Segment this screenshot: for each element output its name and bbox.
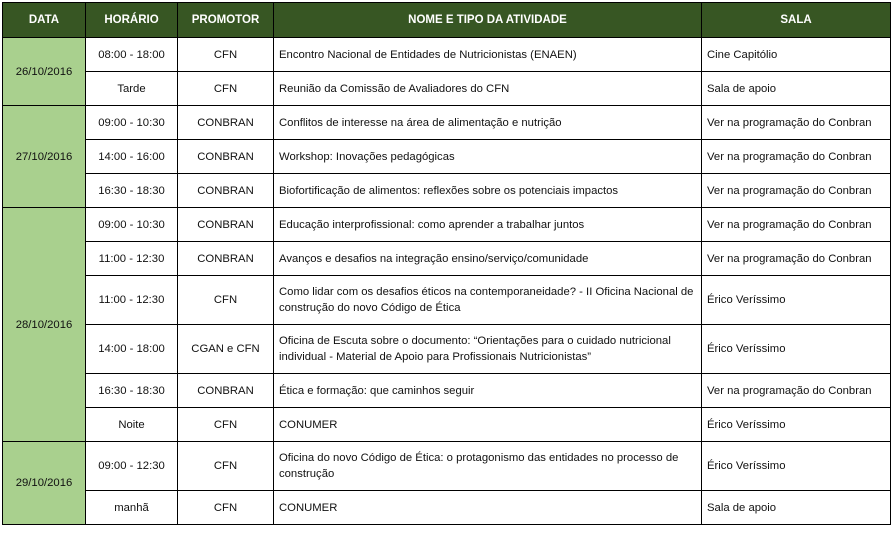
table-row bbox=[3, 106, 891, 140]
room-cell: Ver na programação do Conbran bbox=[702, 174, 891, 208]
time-cell: 16:30 - 18:30 bbox=[86, 374, 178, 408]
room-cell: Érico Veríssimo bbox=[702, 442, 891, 491]
promoter-cell: CFN bbox=[178, 408, 274, 442]
activity-cell: CONUMER bbox=[274, 408, 702, 442]
room-cell: Sala de apoio bbox=[702, 491, 891, 525]
room-cell: Ver na programação do Conbran bbox=[702, 242, 891, 276]
date-cell: 29/10/2016 bbox=[3, 442, 86, 525]
table-row bbox=[3, 242, 891, 276]
table-row bbox=[3, 140, 891, 174]
header-row bbox=[3, 3, 891, 38]
header-activity: NOME E TIPO DA ATIVIDADE bbox=[274, 3, 702, 38]
activity-cell: Workshop: Inovações pedagógicas bbox=[274, 140, 702, 174]
promoter-cell: CFN bbox=[178, 72, 274, 106]
date-cell: 26/10/2016 bbox=[3, 38, 86, 106]
table-row bbox=[3, 325, 891, 374]
header-time: HORÁRIO bbox=[86, 3, 178, 38]
table-row bbox=[3, 38, 891, 72]
date-cell: 28/10/2016 bbox=[3, 208, 86, 442]
table-row bbox=[3, 491, 891, 525]
promoter-cell: CONBRAN bbox=[178, 208, 274, 242]
room-cell: Ver na programação do Conbran bbox=[702, 208, 891, 242]
activity-cell: Ética e formação: que caminhos seguir bbox=[274, 374, 702, 408]
time-cell: 09:00 - 10:30 bbox=[86, 208, 178, 242]
promoter-cell: CONBRAN bbox=[178, 174, 274, 208]
promoter-cell: CFN bbox=[178, 38, 274, 72]
time-cell: Noite bbox=[86, 408, 178, 442]
header-date: DATA bbox=[3, 3, 86, 38]
time-cell: 16:30 - 18:30 bbox=[86, 174, 178, 208]
activity-cell: Avanços e desafios na integração ensino/serviço/comunidade bbox=[274, 242, 702, 276]
activity-cell: Reunião da Comissão de Avaliadores do CFN bbox=[274, 72, 702, 106]
table-row bbox=[3, 174, 891, 208]
schedule-body bbox=[3, 38, 891, 525]
time-cell: manhã bbox=[86, 491, 178, 525]
room-cell: Érico Veríssimo bbox=[702, 276, 891, 325]
room-cell: Ver na programação do Conbran bbox=[702, 140, 891, 174]
promoter-cell: CFN bbox=[178, 442, 274, 491]
activity-cell: Como lidar com os desafios éticos na contemporaneidade? - II Oficina Nacional de construção do novo Código de Ética bbox=[274, 276, 702, 325]
table-row bbox=[3, 208, 891, 242]
header-promoter: PROMOTOR bbox=[178, 3, 274, 38]
activity-cell: Oficina de Escuta sobre o documento: “Orientações para o cuidado nutricional individual - Material de Apoio para Profissionais Nutricionistas” bbox=[274, 325, 702, 374]
promoter-cell: CONBRAN bbox=[178, 374, 274, 408]
promoter-cell: CGAN e CFN bbox=[178, 325, 274, 374]
date-cell: 27/10/2016 bbox=[3, 106, 86, 208]
time-cell: Tarde bbox=[86, 72, 178, 106]
time-cell: 09:00 - 12:30 bbox=[86, 442, 178, 491]
room-cell: Ver na programação do Conbran bbox=[702, 374, 891, 408]
promoter-cell: CONBRAN bbox=[178, 140, 274, 174]
time-cell: 11:00 - 12:30 bbox=[86, 276, 178, 325]
table-row bbox=[3, 276, 891, 325]
table-row bbox=[3, 72, 891, 106]
room-cell: Cine Capitólio bbox=[702, 38, 891, 72]
time-cell: 11:00 - 12:30 bbox=[86, 242, 178, 276]
promoter-cell: CONBRAN bbox=[178, 106, 274, 140]
time-cell: 14:00 - 16:00 bbox=[86, 140, 178, 174]
activity-cell: Oficina do novo Código de Ética: o protagonismo das entidades no processo de construção bbox=[274, 442, 702, 491]
room-cell: Érico Veríssimo bbox=[702, 325, 891, 374]
activity-cell: CONUMER bbox=[274, 491, 702, 525]
schedule-table bbox=[2, 2, 891, 525]
room-cell: Sala de apoio bbox=[702, 72, 891, 106]
time-cell: 08:00 - 18:00 bbox=[86, 38, 178, 72]
table-row bbox=[3, 442, 891, 491]
promoter-cell: CONBRAN bbox=[178, 242, 274, 276]
table-row bbox=[3, 374, 891, 408]
room-cell: Érico Veríssimo bbox=[702, 408, 891, 442]
promoter-cell: CFN bbox=[178, 276, 274, 325]
activity-cell: Conflitos de interesse na área de alimentação e nutrição bbox=[274, 106, 702, 140]
table-row bbox=[3, 408, 891, 442]
promoter-cell: CFN bbox=[178, 491, 274, 525]
room-cell: Ver na programação do Conbran bbox=[702, 106, 891, 140]
activity-cell: Educação interprofissional: como aprender a trabalhar juntos bbox=[274, 208, 702, 242]
time-cell: 14:00 - 18:00 bbox=[86, 325, 178, 374]
activity-cell: Encontro Nacional de Entidades de Nutricionistas (ENAEN) bbox=[274, 38, 702, 72]
header-room: SALA bbox=[702, 3, 891, 38]
time-cell: 09:00 - 10:30 bbox=[86, 106, 178, 140]
activity-cell: Biofortificação de alimentos: reflexões sobre os potenciais impactos bbox=[274, 174, 702, 208]
